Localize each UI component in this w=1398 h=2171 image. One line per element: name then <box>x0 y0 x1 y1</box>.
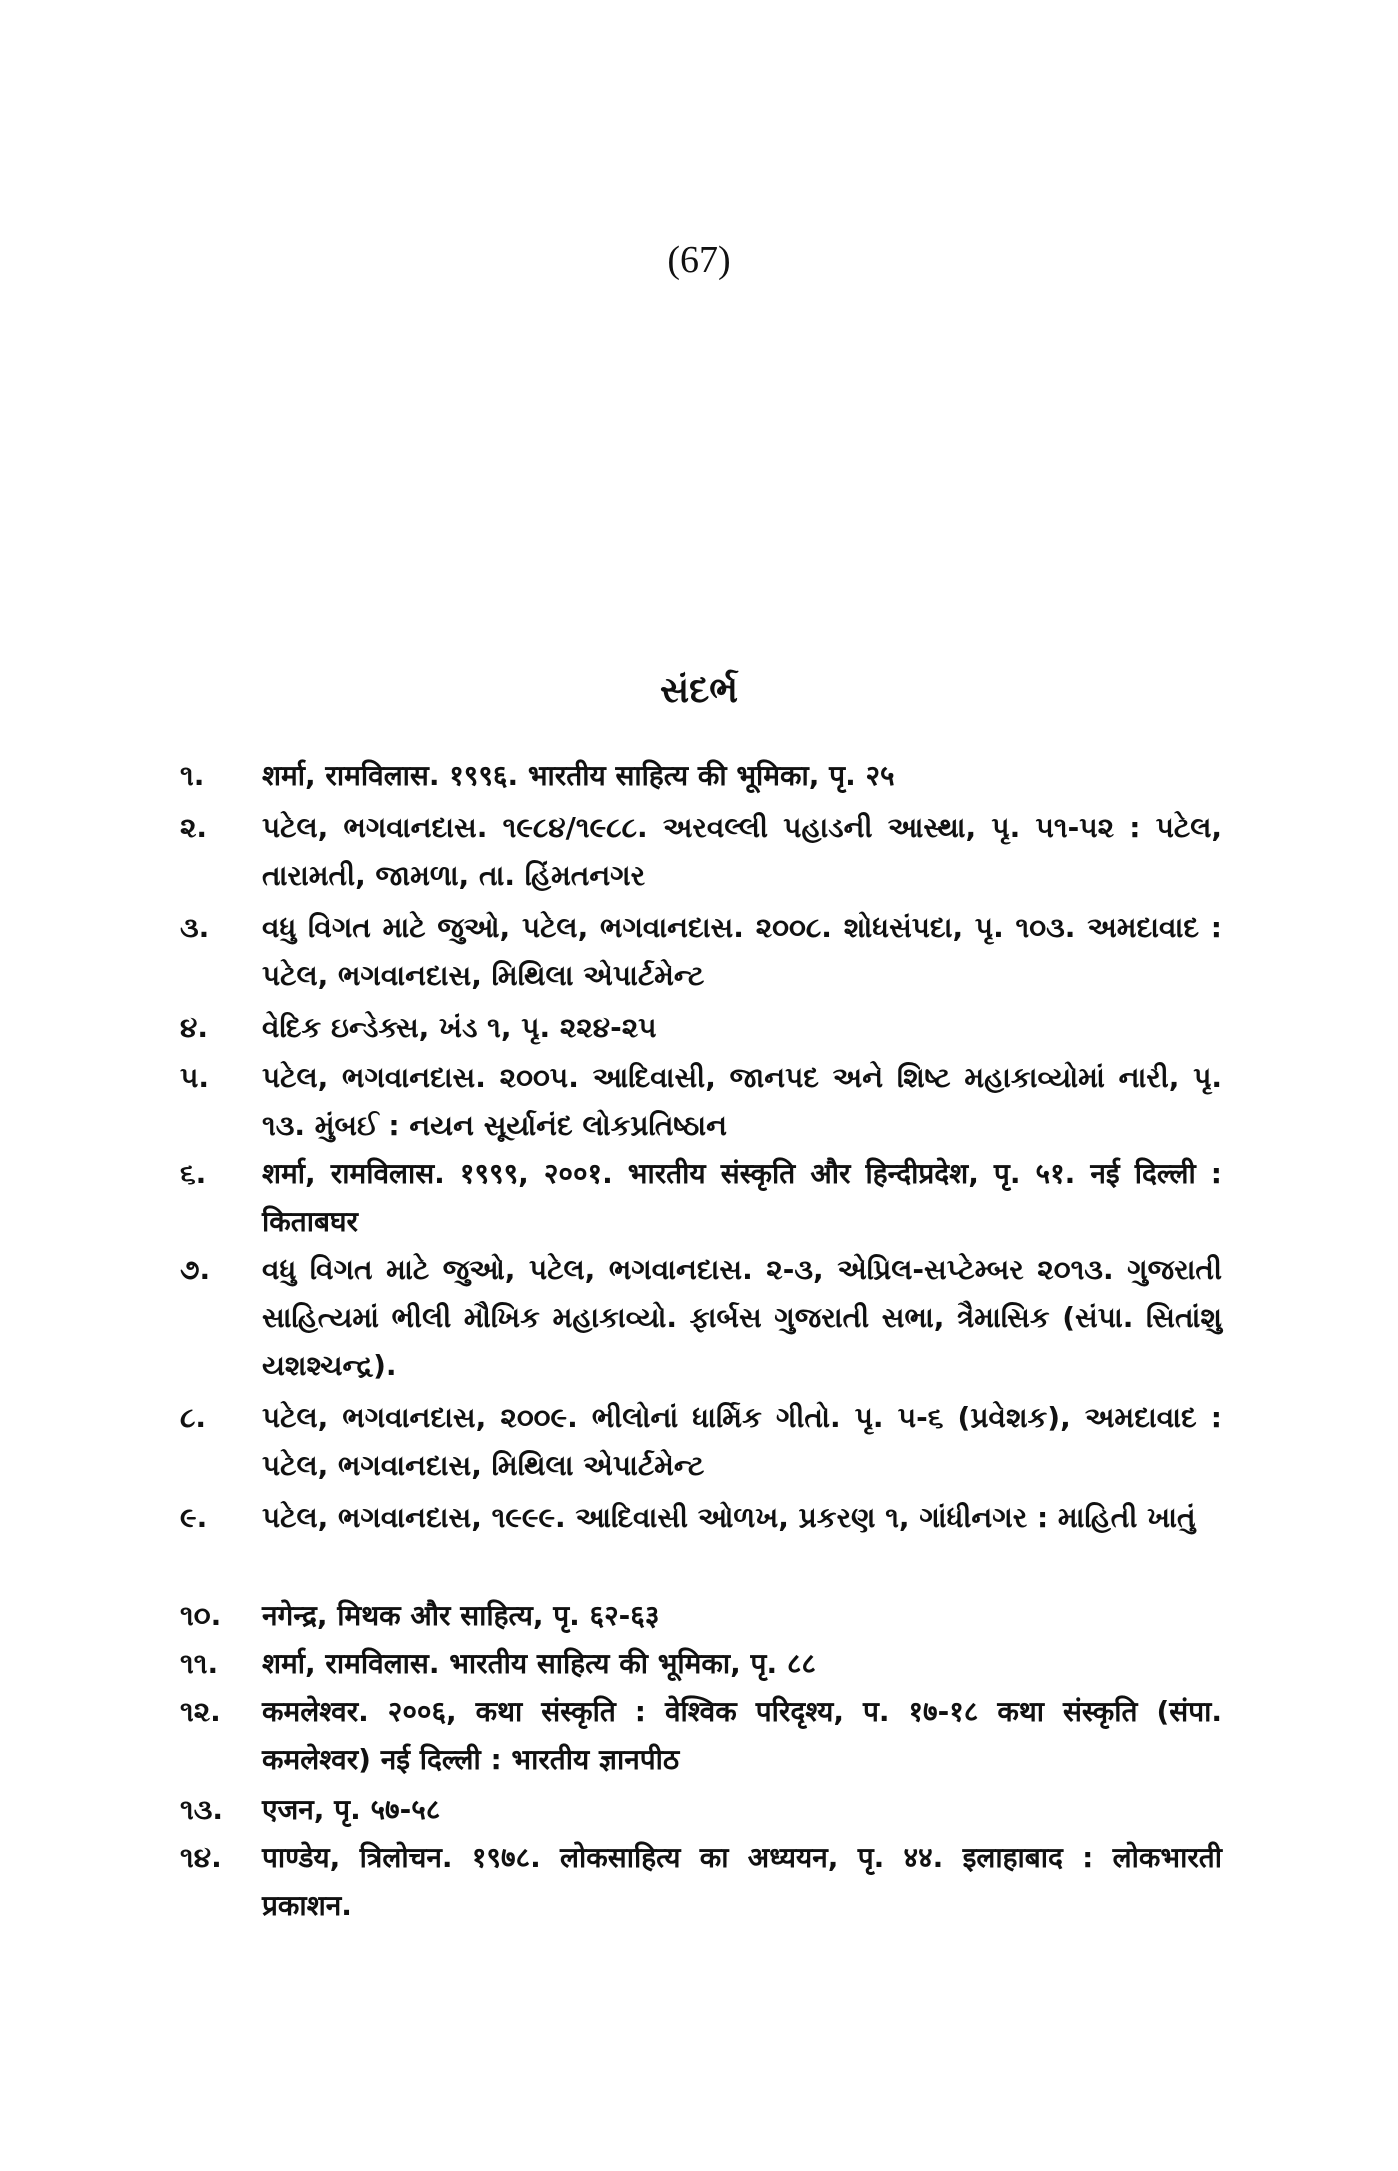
reference-text: વેદિક ઇન્ડેક્સ, ખંડ ૧, પૃ. ૨૨૪-૨૫ <box>262 1011 657 1044</box>
reference-text: कमलेश्वर. २००६, कथा संस्कृति : वेश्विक परिदृश्य, प. १७-१८ कथा संस्कृति (संपा. कमलेश्वर) नई दिल्ली : भारतीय ज्ञानपीठ <box>262 1695 1222 1776</box>
reference-number: ૧૨. <box>180 1695 221 1728</box>
reference-text: વધુ વિગત માટે જુઓ, પટેલ, ભગવાનદાસ. ૨૦૦૮. શોધસંપદા, પૃ. ૧૦૩. અમદાવાદ : પટેલ, ભગવાનદાસ, મિથિલા એપાર્ટમેન્ટ <box>262 911 1222 992</box>
reference-text: पाण्डेय, त्रिलोचन. १९७८. लोकसाहित्य का अध्ययन, पृ. ४४. इलाहाबाद : लोकभारती प्रकाशन. <box>262 1841 1222 1922</box>
references-heading: સંદર્ભ <box>659 670 739 711</box>
reference-text: शर्मा, रामविलास. भारतीय साहित्य की भूमिका, पृ. ८८ <box>262 1647 816 1680</box>
reference-text: नगेन्द्र, मिथक और साहित्य, पृ. ६२-६३ <box>262 1599 660 1632</box>
reference-text: પટેલ, ભગવાનદાસ, ૧૯૯૯. આદિવાસી ઓળખ, પ્રકરણ ૧, ગાંધીનગર : માહિતી ખાતું <box>262 1501 1196 1534</box>
reference-number: ૯. <box>180 1501 208 1534</box>
page-number: (67) <box>667 239 731 281</box>
reference-number: ૧૧. <box>180 1647 219 1680</box>
reference-number: ૧૪. <box>180 1841 222 1874</box>
reference-text: પટેલ, ભગવાનદાસ. ૨૦૦૫. આદિવાસી, જાનપદ અને શિષ્ટ મહાકાવ્યોમાં નારી, પૃ. ૧૩. મુંબઈ : નયન સૂર્યાનંદ લોકપ્રતિષ્ઠાન <box>262 1061 1222 1142</box>
reference-number: ૨. <box>180 811 208 844</box>
reference-text: शर्मा, रामविलास. १९९६. भारतीय साहित्य की भूमिका, पृ. २५ <box>262 759 895 792</box>
reference-number: ૬. <box>180 1157 207 1190</box>
reference-text: પટેલ, ભગવાનદાસ. ૧૯૮૪/૧૯૮૮. અરવલ્લી પહાડની આસ્થા, પૃ. ૫૧-૫૨ : પટેલ, તારામતી, જામળા, તા. હિંમતનગર <box>262 811 1222 892</box>
reference-text: વધુ વિગત માટે જુઓ, પટેલ, ભગવાનદાસ. ૨-૩, એપ્રિલ-સપ્ટેમ્બર ૨૦૧૩. ગુજરાતી સાહિત્યમાં ભીલી મૌખિક મહાકાવ્યો. ફાર્બસ ગુજરાતી સભા, ત્રૈમાસિક (સંપા. સિતાંશુ યશશ્ચન્દ્ર). <box>262 1253 1222 1382</box>
reference-number: ૫. <box>180 1061 210 1094</box>
reference-number: ૩. <box>180 911 210 944</box>
reference-number: ૮. <box>180 1401 207 1434</box>
reference-number: ૭. <box>180 1253 211 1286</box>
reference-text: शर्मा, रामविलास. १९९९, २००१. भारतीय संस्कृति और हिन्दीप्रदेश, पृ. ५१. नई दिल्ली : किताबघर <box>262 1157 1222 1238</box>
reference-number: ૪. <box>180 1011 208 1044</box>
reference-text: एजन, पृ. ५७-५८ <box>262 1793 441 1826</box>
reference-number: ૧૦. <box>180 1599 222 1632</box>
reference-number: ૧૩. <box>180 1793 224 1826</box>
reference-number: ૧. <box>180 759 205 792</box>
reference-text: પટેલ, ભગવાનદાસ, ૨૦૦૯. ભીલોનાં ધાર્મિક ગીતો. પૃ. ૫-૬ (પ્રવેશક), અમદાવાદ : પટેલ, ભગવાનદાસ, મિથિલા એપાર્ટમેન્ટ <box>262 1401 1222 1482</box>
